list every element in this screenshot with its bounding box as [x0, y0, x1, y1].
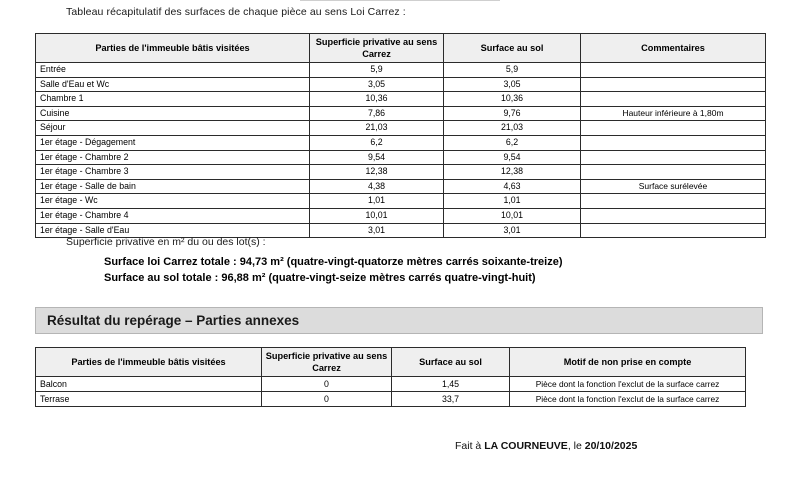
cell-privative: 5,9 — [310, 63, 444, 78]
cell-privative: 3,01 — [310, 223, 444, 238]
cell-comment — [581, 135, 766, 150]
cell-privative: 0 — [262, 377, 392, 392]
cell-sol: 9,54 — [444, 150, 581, 165]
cell-room: 1er étage - Chambre 3 — [36, 165, 310, 180]
table-row — [36, 208, 766, 223]
cell-comment — [581, 77, 766, 92]
cell-comment — [581, 150, 766, 165]
annexes-table — [35, 347, 746, 407]
cell-room: 1er étage - Salle de bain — [36, 179, 310, 194]
cell-room: Cuisine — [36, 106, 310, 121]
carrez-surfaces-table — [35, 33, 766, 238]
cell-comment — [581, 92, 766, 107]
signature-middle: , le — [567, 440, 585, 452]
cell-room: Salle d'Eau et Wc — [36, 77, 310, 92]
cell-privative: 4,38 — [310, 179, 444, 194]
cell-privative: 9,54 — [310, 150, 444, 165]
cell-comment: Hauteur inférieure à 1,80m — [581, 106, 766, 121]
cell-privative: 10,01 — [310, 208, 444, 223]
cell-privative: 12,38 — [310, 165, 444, 180]
header-privative: Superficie privative au sens Carrez — [262, 348, 392, 377]
table-row — [36, 92, 766, 107]
table-header-row — [36, 348, 746, 377]
cell-sol: 6,2 — [444, 135, 581, 150]
cell-privative: 7,86 — [310, 106, 444, 121]
table-row — [36, 135, 766, 150]
table-row — [36, 377, 746, 392]
cell-comment — [581, 165, 766, 180]
header-motif: Motif de non prise en compte — [510, 348, 746, 377]
header-comment: Commentaires — [581, 34, 766, 63]
cell-sol: 1,01 — [444, 194, 581, 209]
cell-privative: 10,36 — [310, 92, 444, 107]
header-sol: Surface au sol — [392, 348, 510, 377]
table-row — [36, 150, 766, 165]
total-carrez-line: Surface loi Carrez totale : 94,73 m² (quatre-vingt-quatorze mètres carrés soixante-treize) — [104, 256, 563, 268]
cell-sol: 4,63 — [444, 179, 581, 194]
cell-sol: 10,36 — [444, 92, 581, 107]
cell-privative: 6,2 — [310, 135, 444, 150]
cell-room: 1er étage - Chambre 4 — [36, 208, 310, 223]
cell-motif: Pièce dont la fonction l'exclut de la surface carrez — [510, 377, 746, 392]
signature-line — [455, 440, 637, 452]
cell-room: Séjour — [36, 121, 310, 136]
cell-privative: 3,05 — [310, 77, 444, 92]
intro-text: Tableau récapitulatif des surfaces de chaque pièce au sens Loi Carrez : — [66, 6, 406, 18]
total-sol-line: Surface au sol totale : 96,88 m² (quatre-vingt-seize mètres carrés quatre-vingt-huit) — [104, 272, 536, 284]
cell-sol: 1,45 — [392, 377, 510, 392]
table-header-row — [36, 34, 766, 63]
cell-room: Entrée — [36, 63, 310, 78]
section-title: Résultat du repérage – Parties annexes — [47, 313, 300, 328]
header-room: Parties de l'immeuble bâtis visitées — [36, 34, 310, 63]
cell-privative: 21,03 — [310, 121, 444, 136]
table-row — [36, 63, 766, 78]
header-privative: Superficie privative au sens Carrez — [310, 34, 444, 63]
signature-prefix: Fait à — [455, 440, 485, 452]
signature-place: LA COURNEUVE — [484, 440, 568, 452]
cell-sol: 10,01 — [444, 208, 581, 223]
cell-room: Balcon — [36, 377, 262, 392]
cell-privative: 0 — [262, 392, 392, 407]
cell-comment: Surface surélevée — [581, 179, 766, 194]
cell-sol: 3,01 — [444, 223, 581, 238]
superficie-label: Superficie privative en m² du ou des lot(s) : — [66, 236, 266, 248]
section-header-annexes — [35, 307, 763, 334]
cell-sol: 33,7 — [392, 392, 510, 407]
header-room: Parties de l'immeuble bâtis visitées — [36, 348, 262, 377]
cell-room: 1er étage - Chambre 2 — [36, 150, 310, 165]
cell-sol: 5,9 — [444, 63, 581, 78]
cell-room: 1er étage - Dégagement — [36, 135, 310, 150]
cell-comment — [581, 223, 766, 238]
cell-sol: 3,05 — [444, 77, 581, 92]
cell-motif: Pièce dont la fonction l'exclut de la surface carrez — [510, 392, 746, 407]
cell-comment — [581, 121, 766, 136]
table-row — [36, 77, 766, 92]
cell-room: 1er étage - Wc — [36, 194, 310, 209]
page-top-artifact — [300, 0, 500, 1]
table-row — [36, 121, 766, 136]
cell-comment — [581, 208, 766, 223]
cell-sol: 21,03 — [444, 121, 581, 136]
cell-room: Chambre 1 — [36, 92, 310, 107]
cell-room: 1er étage - Salle d'Eau — [36, 223, 310, 238]
cell-privative: 1,01 — [310, 194, 444, 209]
cell-sol: 9,76 — [444, 106, 581, 121]
cell-comment — [581, 194, 766, 209]
table-row — [36, 179, 766, 194]
cell-room: Terrase — [36, 392, 262, 407]
table-row — [36, 165, 766, 180]
table-row — [36, 392, 746, 407]
table-row — [36, 106, 766, 121]
cell-sol: 12,38 — [444, 165, 581, 180]
table-row — [36, 194, 766, 209]
cell-comment — [581, 63, 766, 78]
header-sol: Surface au sol — [444, 34, 581, 63]
signature-date: 20/10/2025 — [584, 440, 638, 452]
